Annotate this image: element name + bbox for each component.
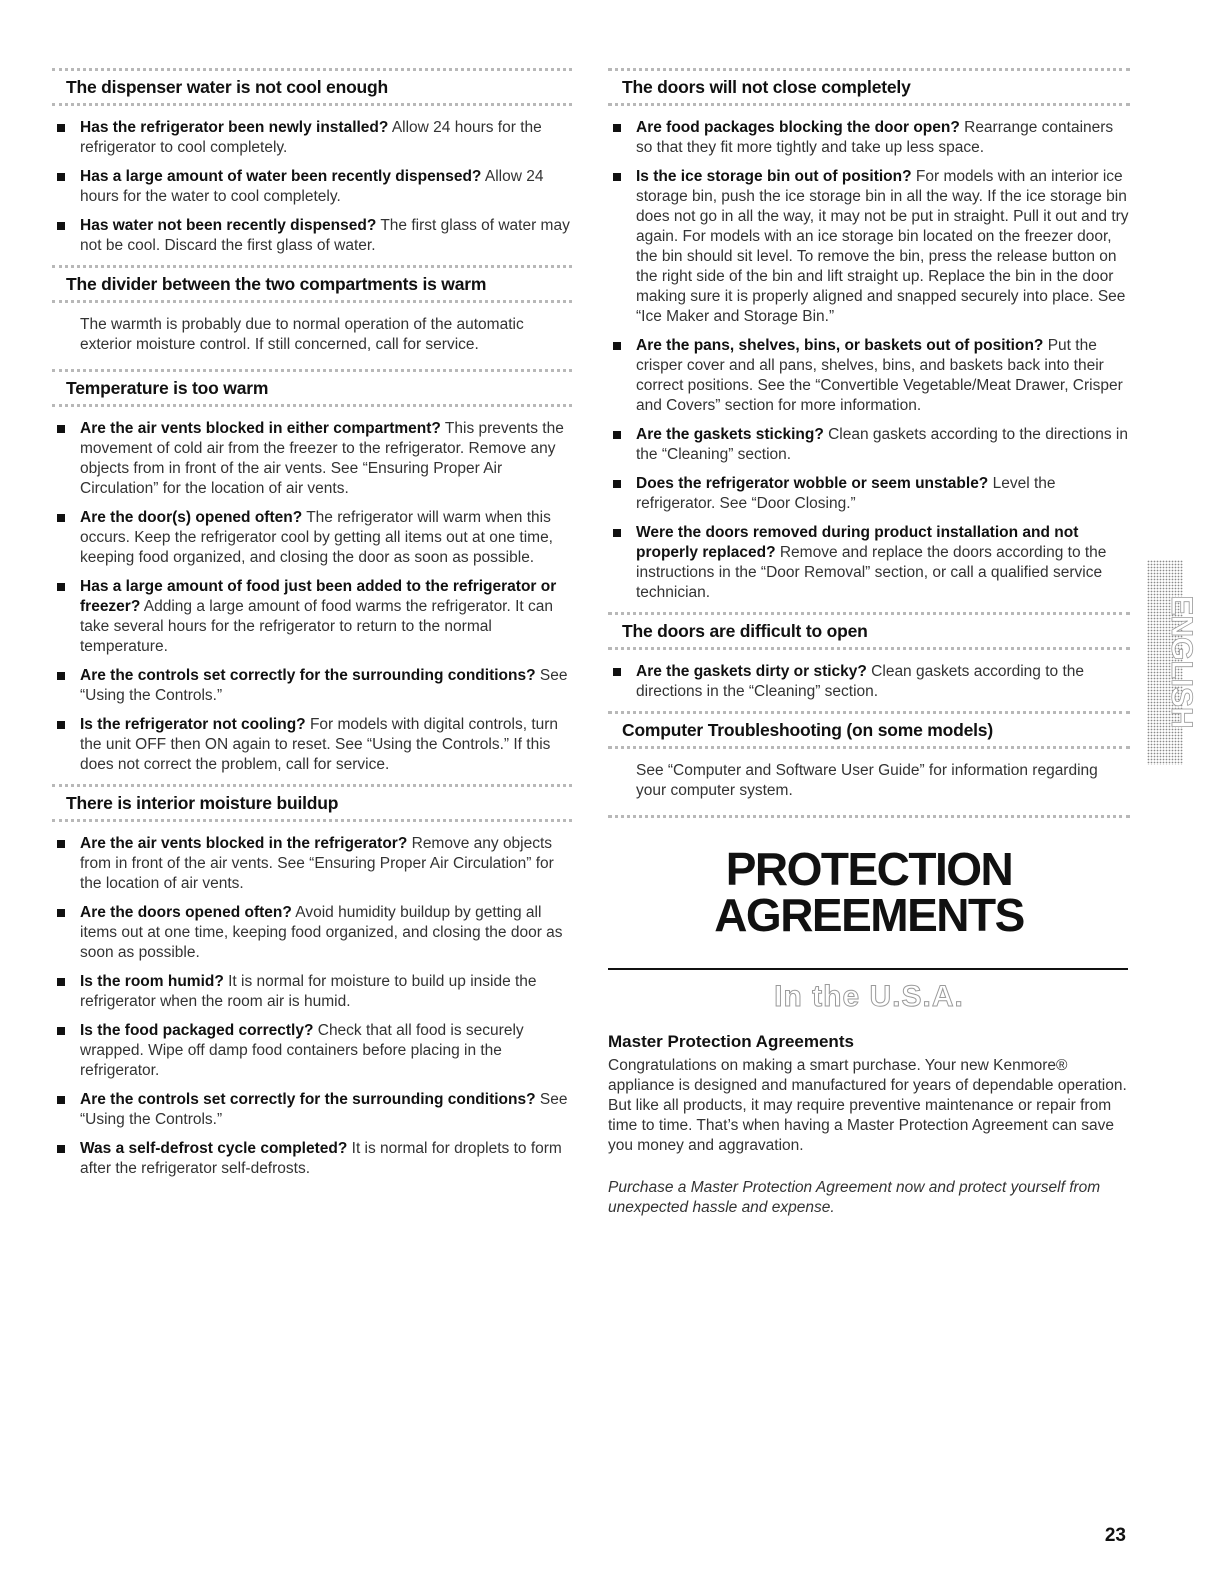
list-item xyxy=(52,216,572,256)
section-doors-not-close xyxy=(608,68,1130,603)
question-text: Was a self-defrost cycle completed? xyxy=(80,1140,348,1157)
question-text: Are the air vents blocked in either compartment? xyxy=(80,420,441,437)
question-text: Are food packages blocking the door open? xyxy=(636,119,960,136)
bullet-icon xyxy=(613,431,621,439)
question-text: Is the room humid? xyxy=(80,973,224,990)
page-number: 23 xyxy=(1104,1525,1126,1546)
answer-text: This prevents the movement of cold air from the freezer to the refrigerator. Remove any objects from in front of the air vents. See “Ensuring Proper Air Circulation” for the location of air vents. xyxy=(80,420,564,497)
section-heading: The doors will not close completely xyxy=(608,68,1130,106)
question-text: Has a large amount of water been recently dispensed? xyxy=(80,168,482,185)
section-dispenser-water xyxy=(52,68,572,256)
bullet-icon xyxy=(57,978,65,986)
bullet-icon xyxy=(613,173,621,181)
answer-text: Allow 24 hours for the refrigerator to cool completely. xyxy=(80,119,542,156)
question-text: Does the refrigerator wobble or seem unstable? xyxy=(636,475,989,492)
list-item xyxy=(608,523,1130,603)
section-heading: Temperature is too warm xyxy=(52,369,572,407)
list-item xyxy=(52,666,572,706)
answer-text: Clean gaskets according to the directions in the “Cleaning” section. xyxy=(636,426,1128,463)
bullet-icon xyxy=(613,529,621,537)
question-text: Are the doors opened often? xyxy=(80,904,292,921)
answer-text: It is normal for droplets to form after the refrigerator self-defrosts. xyxy=(80,1140,562,1177)
list-item xyxy=(52,508,572,568)
section-text: The warmth is probably due to normal operation of the automatic exterior moisture control. If still concerned, call for service. xyxy=(80,316,524,353)
section-moisture-buildup xyxy=(52,784,572,1179)
bullet-icon xyxy=(57,124,65,132)
list-item xyxy=(52,715,572,775)
bullet-icon xyxy=(57,1145,65,1153)
list-item xyxy=(608,118,1130,158)
question-text: Has a large amount of food just been added to the refrigerator or freezer? xyxy=(80,578,557,615)
right-column xyxy=(608,68,1130,1218)
bullet-icon xyxy=(57,173,65,181)
mpa-heading: Master Protection Agreements xyxy=(608,1032,854,1051)
protection-title xyxy=(608,843,1130,941)
question-text: Are the gaskets dirty or sticky? xyxy=(636,663,867,680)
list-item xyxy=(52,577,572,657)
title-line: AGREEMENTS xyxy=(714,889,1024,941)
bullet-icon xyxy=(57,425,65,433)
answer-text: Avoid humidity buildup by getting all items out at one time, keeping food organized, and closing the door as soon as possible. xyxy=(80,904,563,961)
protection-agreements xyxy=(608,815,1130,1218)
question-text: Is the refrigerator not cooling? xyxy=(80,716,306,733)
language-tab xyxy=(1147,560,1198,765)
list-item xyxy=(608,336,1130,416)
bullet-icon xyxy=(613,480,621,488)
bullet-icon xyxy=(57,672,65,680)
question-text: Is the food packaged correctly? xyxy=(80,1022,314,1039)
section-divider-warm xyxy=(52,265,572,355)
section-text: See “Computer and Software User Guide” for information regarding your computer system. xyxy=(636,762,1098,799)
answer-text: Clean gaskets according to the directions in the “Cleaning” section. xyxy=(636,663,1085,700)
mpa-body: Congratulations on making a smart purchase. Your new Kenmore® appliance is designed and manufactured for years of dependable operation. But like all products, it may require preventive maintenance or repair from time to time. That’s when having a Master Protection Agreement can save you money and aggravation. xyxy=(608,1057,1127,1154)
list-item xyxy=(52,118,572,158)
question-text: Are the pans, shelves, bins, or baskets out of position? xyxy=(636,337,1044,354)
question-text: Has the refrigerator been newly installed? xyxy=(80,119,389,136)
bullet-icon xyxy=(57,909,65,917)
section-heading: The doors are difficult to open xyxy=(608,612,1130,650)
left-column xyxy=(52,68,572,1188)
section-heading: Computer Troubleshooting (on some models) xyxy=(608,711,1130,749)
list-item xyxy=(52,1021,572,1081)
answer-text: Allow 24 hours for the water to cool completely. xyxy=(80,168,544,205)
divider xyxy=(608,968,1128,970)
answer-text: It is normal for moisture to build up inside the refrigerator when the room air is humid. xyxy=(80,973,537,1010)
answer-text: Put the crisper cover and all pans, shelves, bins, and baskets back into their correct positions. See the “Convertible Vegetable/Meat Drawer, Crisper and Covers” section for more information. xyxy=(636,337,1123,414)
question-text: Are the gaskets sticking? xyxy=(636,426,824,443)
section-doors-difficult xyxy=(608,612,1130,702)
list-item xyxy=(608,167,1130,327)
list-item xyxy=(52,1090,572,1130)
tab-label: ENGLISH xyxy=(1165,595,1198,729)
answer-text: Remove and replace the doors according to the instructions in the “Door Removal” section, or call a qualified service technician. xyxy=(636,544,1107,601)
list-item xyxy=(52,1139,572,1179)
answer-text: Rearrange containers so that they fit more tightly and take up less space. xyxy=(636,119,1114,156)
section-heading: The divider between the two compartments is warm xyxy=(52,265,572,303)
answer-text: The refrigerator will warm when this occurs. Keep the refrigerator cool by getting all items out at one time, keeping food organized, and closing the door as soon as possible. xyxy=(80,509,553,566)
section-heading: The dispenser water is not cool enough xyxy=(52,68,572,106)
answer-text: Check that all food is securely wrapped. Wipe off damp food containers before placing in the refrigerator. xyxy=(80,1022,524,1079)
answer-text: For models with digital controls, turn the unit OFF then ON again to reset. See “Using the Controls.” If this does not correct the problem, call for service. xyxy=(80,716,559,773)
question-text: Are the controls set correctly for the surrounding conditions? xyxy=(80,1091,536,1108)
list-item xyxy=(52,972,572,1012)
answer-text: See “Using the Controls.” xyxy=(80,667,568,704)
answer-text: For models with an interior ice storage bin, push the ice storage bin in all the way. If the ice storage bin does not go in all the way, it may not be put in straight. Pull it out and try again. For models with an ice storage bin located on the freezer door, the bin should sit level. To remove the bin, press the release button on the right side of the bin and lift straight up. Replace the bin in the door making sure it is properly aligned and snapped securely into place. See “Ice Maker and Storage Bin.” xyxy=(636,168,1129,325)
question-text: Are the door(s) opened often? xyxy=(80,509,303,526)
list-item xyxy=(52,903,572,963)
section-computer-troubleshooting xyxy=(608,711,1130,801)
bullet-icon xyxy=(57,583,65,591)
list-item xyxy=(52,167,572,207)
answer-text: Level the refrigerator. See “Door Closing.” xyxy=(636,475,1056,512)
answer-text: The first glass of water may not be cool. Discard the first glass of water. xyxy=(80,217,570,254)
answer-text: Remove any objects from in front of the air vents. See “Ensuring Proper Air Circulation” for the location of air vents. xyxy=(80,835,554,892)
mpa-italic: Purchase a Master Protection Agreement now and protect yourself from unexpected hassle and expense. xyxy=(608,1179,1101,1216)
bullet-icon xyxy=(57,1096,65,1104)
bullet-icon xyxy=(57,514,65,522)
question-text: Is the ice storage bin out of position? xyxy=(636,168,912,185)
list-item xyxy=(608,662,1130,702)
bullet-icon xyxy=(613,668,621,676)
bullet-icon xyxy=(613,342,621,350)
list-item xyxy=(52,419,572,499)
answer-text: Adding a large amount of food warms the refrigerator. It can take several hours for the refrigerator to return to the normal temperature. xyxy=(80,598,554,655)
title-line: PROTECTION xyxy=(725,843,1013,895)
question-text: Were the doors removed during product installation and not properly replaced? xyxy=(636,524,1079,561)
region-label: In the U.S.A. xyxy=(774,980,964,1013)
section-heading: There is interior moisture buildup xyxy=(52,784,572,822)
bullet-icon xyxy=(613,124,621,132)
answer-text: See “Using the Controls.” xyxy=(80,1091,568,1128)
list-item xyxy=(52,834,572,894)
section-temperature-warm xyxy=(52,369,572,775)
bullet-icon xyxy=(57,840,65,848)
question-text: Has water not been recently dispensed? xyxy=(80,217,377,234)
bullet-icon xyxy=(57,721,65,729)
bullet-icon xyxy=(57,222,65,230)
list-item xyxy=(608,474,1130,514)
question-text: Are the controls set correctly for the surrounding conditions? xyxy=(80,667,536,684)
question-text: Are the air vents blocked in the refrigerator? xyxy=(80,835,408,852)
list-item xyxy=(608,425,1130,465)
bullet-icon xyxy=(57,1027,65,1035)
